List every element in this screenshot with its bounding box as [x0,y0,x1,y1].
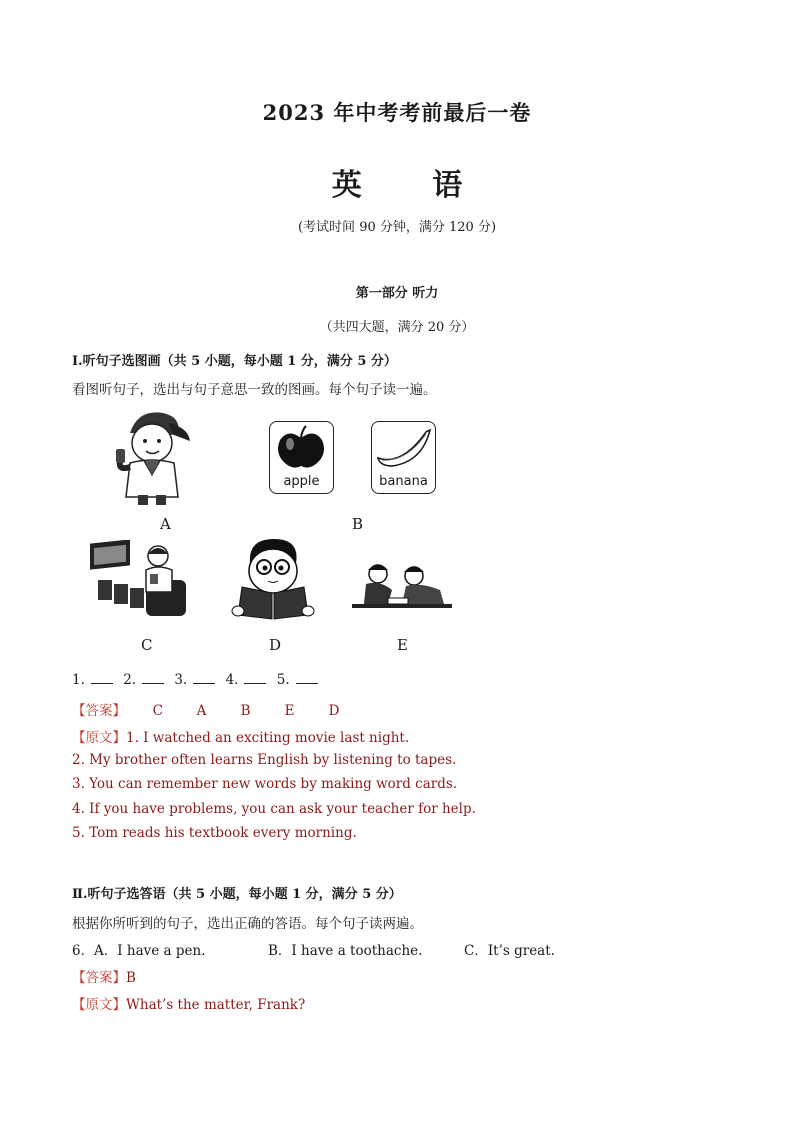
answer-5: D [328,703,340,719]
answer-2: A [196,703,207,719]
answer-blanks-row [72,672,324,688]
section1-heading: Ⅰ.听句子选图画（共 5 小题，每小题 1 分，满分 5 分） [72,354,397,369]
script-tag: 【原文】 [72,730,126,746]
answer-blank-1[interactable] [91,672,113,684]
banana-label: banana [379,474,428,489]
picture-label-a: A [160,515,171,533]
answer-blank-3[interactable] [193,672,215,684]
answer-blank-2[interactable] [142,672,164,684]
choice-6b[interactable]: B．I have a toothache. [268,943,423,959]
choice-6c[interactable]: C．It’s great. [464,943,555,959]
answer-tag: 【答案】 [72,703,126,719]
blank-label-2: 2. [123,672,137,688]
script-text-6: What’s the matter, Frank? [126,997,306,1013]
script-line-4: 4. If you have problems, you can ask your teacher for help. [72,801,476,817]
script-line-5: 5. Tom reads his textbook every morning. [72,825,357,841]
answer-1: C [152,703,163,719]
question-6-number: 6． [72,943,95,959]
blank-label-4: 4. [225,672,239,688]
exam-note: (考试时间 90 分钟，满分 120 分) [297,220,497,235]
picture-d-boy-reading [228,535,318,621]
apple-card [269,421,334,494]
section1-instruction: 看图听句子，选出与句子意思一致的图画。每个句子读一遍。 [72,382,437,398]
section2-heading: Ⅱ.听句子选答语（共 5 小题，每小题 1 分，满分 5 分） [72,887,402,902]
choice-6a[interactable]: A．I have a pen. [94,943,206,959]
picture-label-b: B [352,515,364,533]
answer-blank-5[interactable] [296,672,318,684]
picture-e-teacher-help [348,560,456,620]
section1-answers [72,699,373,719]
script-line-1 [72,726,409,746]
section2-instruction: 根据你所听到的句子，选出正确的答语。每个句子读两遍。 [72,916,423,932]
blank-label-5: 5. [276,672,290,688]
banana-card [371,421,436,494]
answer-4: E [284,703,295,719]
picture-label-d: D [269,636,282,654]
script-text-1: 1. I watched an exciting movie last night. [126,730,410,746]
picture-label-c: C [141,636,153,654]
section2-script [72,993,305,1013]
banana-icon [372,422,435,472]
exam-title: 2023 年中考考前最后一卷 [262,100,532,125]
subject-title: 英 语 [331,168,493,203]
answer-tag-6: 【答案】 [72,970,126,986]
script-line-2: 2. My brother often learns English by listening to tapes. [72,752,457,768]
picture-a-boy-phone [108,405,194,505]
blank-label-1: 1. [72,672,85,688]
apple-icon [270,422,333,472]
apple-label: apple [283,474,320,489]
section2-answer [72,966,136,986]
answer-blank-4[interactable] [244,672,266,684]
question-6 [72,939,722,959]
answer-3: B [240,703,251,719]
part-heading: 第一部分 听力 [355,286,439,301]
script-line-3: 3. You can remember new words by making word cards. [72,776,458,792]
script-tag-6: 【原文】 [72,997,126,1013]
picture-label-e: E [397,636,408,654]
answer-6: B [126,970,136,986]
part-note: （共四大题，满分 20 分） [319,320,475,335]
picture-c-cinema [86,540,196,622]
blank-label-3: 3. [174,672,188,688]
